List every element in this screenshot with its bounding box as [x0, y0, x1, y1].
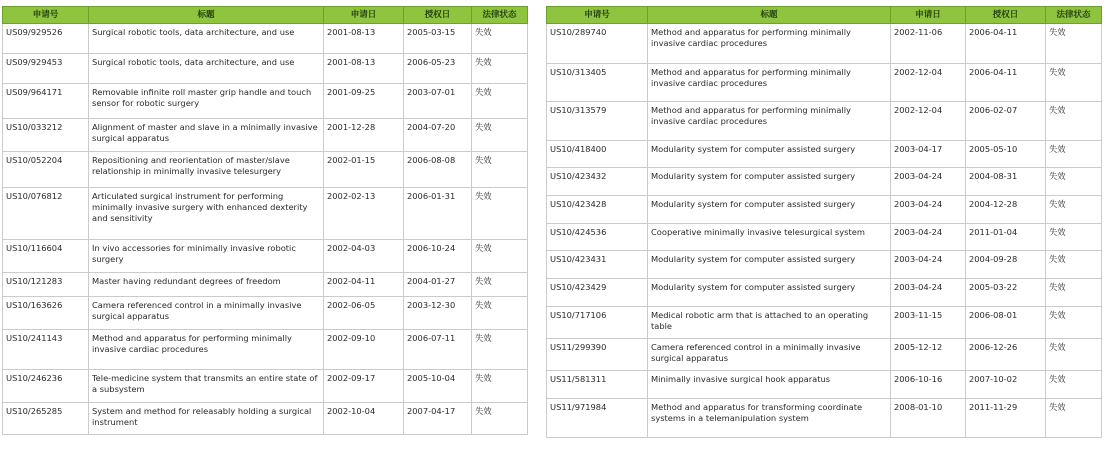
cell-legal-status: 失效 — [472, 84, 528, 119]
cell-app-no: US11/299390 — [547, 339, 648, 371]
cell-app-no: US10/313405 — [547, 64, 648, 102]
cell-filing-date: 2002-01-15 — [324, 152, 404, 188]
header-grant-date: 授权日 — [966, 7, 1046, 24]
cell-legal-status: 失效 — [472, 403, 528, 435]
cell-legal-status: 失效 — [472, 188, 528, 240]
cell-filing-date: 2002-04-11 — [324, 273, 404, 297]
cell-app-no: US09/929526 — [3, 24, 89, 54]
table-row — [547, 196, 1102, 224]
cell-filing-date: 2002-06-05 — [324, 297, 404, 330]
table-row — [547, 279, 1102, 307]
cell-legal-status: 失效 — [1046, 399, 1102, 438]
cell-legal-status: 失效 — [472, 370, 528, 403]
cell-title: Tele-medicine system that transmits an entire state of a subsystem — [89, 370, 324, 403]
cell-grant-date: 2003-12-30 — [404, 297, 472, 330]
cell-filing-date: 2003-04-24 — [891, 224, 966, 251]
cell-filing-date: 2002-12-04 — [891, 64, 966, 102]
cell-filing-date: 2002-09-10 — [324, 330, 404, 370]
cell-title: Removable infinite roll master grip handle and touch sensor for robotic surgery — [89, 84, 324, 119]
cell-app-no: US10/423432 — [547, 168, 648, 196]
header-title: 标题 — [648, 7, 891, 24]
table-header-row — [547, 7, 1102, 24]
table-row — [3, 24, 528, 54]
cell-app-no: US10/424536 — [547, 224, 648, 251]
table-row — [3, 330, 528, 370]
cell-grant-date: 2004-12-28 — [966, 196, 1046, 224]
cell-legal-status: 失效 — [472, 24, 528, 54]
cell-title: Repositioning and reorientation of master/slave relationship in minimally invasive telesurgery — [89, 152, 324, 188]
cell-legal-status: 失效 — [1046, 307, 1102, 339]
cell-filing-date: 2001-09-25 — [324, 84, 404, 119]
cell-filing-date: 2005-12-12 — [891, 339, 966, 371]
cell-legal-status: 失效 — [472, 152, 528, 188]
cell-grant-date: 2006-01-31 — [404, 188, 472, 240]
cell-app-no: US09/964171 — [3, 84, 89, 119]
cell-app-no: US10/241143 — [3, 330, 89, 370]
cell-filing-date: 2001-12-28 — [324, 119, 404, 152]
table-row — [3, 152, 528, 188]
cell-filing-date: 2003-04-17 — [891, 141, 966, 168]
table-row — [3, 240, 528, 273]
cell-grant-date: 2011-11-29 — [966, 399, 1046, 438]
cell-title: Modularity system for computer assisted surgery — [648, 141, 891, 168]
cell-title: Master having redundant degrees of freedom — [89, 273, 324, 297]
table-row — [547, 102, 1102, 141]
cell-grant-date: 2006-05-23 — [404, 54, 472, 84]
cell-app-no: US10/289740 — [547, 24, 648, 64]
table-row — [547, 399, 1102, 438]
cell-app-no: US10/313579 — [547, 102, 648, 141]
header-app-no: 申请号 — [3, 7, 89, 24]
cell-title: Method and apparatus for performing minimally invasive cardiac procedures — [648, 24, 891, 64]
cell-filing-date: 2002-02-13 — [324, 188, 404, 240]
cell-legal-status: 失效 — [1046, 141, 1102, 168]
cell-app-no: US10/423428 — [547, 196, 648, 224]
table-row — [547, 168, 1102, 196]
cell-filing-date: 2001-08-13 — [324, 24, 404, 54]
cell-grant-date: 2007-04-17 — [404, 403, 472, 435]
cell-filing-date: 2003-04-24 — [891, 168, 966, 196]
cell-legal-status: 失效 — [472, 297, 528, 330]
cell-grant-date: 2006-10-24 — [404, 240, 472, 273]
cell-app-no: US10/033212 — [3, 119, 89, 152]
cell-filing-date: 2002-04-03 — [324, 240, 404, 273]
cell-app-no: US10/052204 — [3, 152, 89, 188]
table-row — [3, 297, 528, 330]
cell-title: Cooperative minimally invasive telesurgical system — [648, 224, 891, 251]
cell-title: Medical robotic arm that is attached to an operating table — [648, 307, 891, 339]
cell-app-no: US10/265285 — [3, 403, 89, 435]
cell-filing-date: 2002-10-04 — [324, 403, 404, 435]
cell-legal-status: 失效 — [1046, 371, 1102, 399]
header-filing-date: 申请日 — [324, 7, 404, 24]
cell-title: Modularity system for computer assisted surgery — [648, 251, 891, 279]
cell-legal-status: 失效 — [472, 119, 528, 152]
cell-app-no: US09/929453 — [3, 54, 89, 84]
cell-legal-status: 失效 — [472, 273, 528, 297]
table-row — [3, 119, 528, 152]
cell-grant-date: 2006-07-11 — [404, 330, 472, 370]
cell-filing-date: 2001-08-13 — [324, 54, 404, 84]
cell-app-no: US10/121283 — [3, 273, 89, 297]
cell-title: Camera referenced control in a minimally invasive surgical apparatus — [89, 297, 324, 330]
cell-legal-status: 失效 — [1046, 102, 1102, 141]
header-filing-date: 申请日 — [891, 7, 966, 24]
cell-filing-date: 2003-04-24 — [891, 279, 966, 307]
table-row — [3, 403, 528, 435]
table-header-row — [3, 7, 528, 24]
header-app-no: 申请号 — [547, 7, 648, 24]
cell-title: Modularity system for computer assisted surgery — [648, 196, 891, 224]
table-row — [3, 370, 528, 403]
table-row — [3, 273, 528, 297]
cell-title: Method and apparatus for performing minimally invasive cardiac procedures — [648, 64, 891, 102]
cell-legal-status: 失效 — [1046, 251, 1102, 279]
header-legal-status: 法律状态 — [472, 7, 528, 24]
cell-grant-date: 2004-08-31 — [966, 168, 1046, 196]
cell-grant-date: 2006-08-01 — [966, 307, 1046, 339]
cell-filing-date: 2002-09-17 — [324, 370, 404, 403]
table-row — [547, 224, 1102, 251]
cell-legal-status: 失效 — [472, 240, 528, 273]
cell-filing-date: 2003-04-24 — [891, 196, 966, 224]
cell-title: Camera referenced control in a minimally invasive surgical apparatus — [648, 339, 891, 371]
cell-legal-status: 失效 — [1046, 339, 1102, 371]
cell-filing-date: 2003-11-15 — [891, 307, 966, 339]
cell-app-no: US10/163626 — [3, 297, 89, 330]
cell-title: Alignment of master and slave in a minimally invasive surgical apparatus — [89, 119, 324, 152]
cell-app-no: US11/971984 — [547, 399, 648, 438]
cell-app-no: US10/423429 — [547, 279, 648, 307]
cell-grant-date: 2005-10-04 — [404, 370, 472, 403]
table-row — [547, 141, 1102, 168]
cell-grant-date: 2006-02-07 — [966, 102, 1046, 141]
cell-filing-date: 2002-11-06 — [891, 24, 966, 64]
cell-title: Minimally invasive surgical hook apparatus — [648, 371, 891, 399]
cell-legal-status: 失效 — [472, 54, 528, 84]
header-grant-date: 授权日 — [404, 7, 472, 24]
cell-legal-status: 失效 — [1046, 196, 1102, 224]
cell-app-no: US10/423431 — [547, 251, 648, 279]
cell-grant-date: 2006-08-08 — [404, 152, 472, 188]
patent-table-left — [2, 6, 528, 435]
cell-grant-date: 2005-03-15 — [404, 24, 472, 54]
cell-grant-date: 2003-07-01 — [404, 84, 472, 119]
cell-app-no: US10/116604 — [3, 240, 89, 273]
cell-title: Articulated surgical instrument for performing minimally invasive surgery with enhanced dexterity and sensitivity — [89, 188, 324, 240]
cell-app-no: US10/717106 — [547, 307, 648, 339]
header-legal-status: 法律状态 — [1046, 7, 1102, 24]
cell-filing-date: 2008-01-10 — [891, 399, 966, 438]
cell-grant-date: 2006-04-11 — [966, 24, 1046, 64]
cell-title: Method and apparatus for transforming coordinate systems in a telemanipulation system — [648, 399, 891, 438]
cell-app-no: US11/581311 — [547, 371, 648, 399]
cell-filing-date: 2003-04-24 — [891, 251, 966, 279]
cell-title: Surgical robotic tools, data architecture, and use — [89, 24, 324, 54]
cell-title: Method and apparatus for performing minimally invasive cardiac procedures — [89, 330, 324, 370]
cell-grant-date: 2005-03-22 — [966, 279, 1046, 307]
cell-title: Surgical robotic tools, data architecture, and use — [89, 54, 324, 84]
table-row — [3, 84, 528, 119]
cell-legal-status: 失效 — [1046, 224, 1102, 251]
cell-legal-status: 失效 — [1046, 24, 1102, 64]
cell-grant-date: 2004-01-27 — [404, 273, 472, 297]
cell-title: Method and apparatus for performing minimally invasive cardiac procedures — [648, 102, 891, 141]
table-row — [3, 54, 528, 84]
table-row — [547, 251, 1102, 279]
cell-filing-date: 2002-12-04 — [891, 102, 966, 141]
cell-title: In vivo accessories for minimally invasive robotic surgery — [89, 240, 324, 273]
cell-legal-status: 失效 — [472, 330, 528, 370]
cell-app-no: US10/418400 — [547, 141, 648, 168]
cell-title: System and method for releasably holding a surgical instrument — [89, 403, 324, 435]
table-row — [547, 307, 1102, 339]
cell-legal-status: 失效 — [1046, 168, 1102, 196]
cell-grant-date: 2005-05-10 — [966, 141, 1046, 168]
patent-table-right — [546, 6, 1102, 438]
cell-grant-date: 2004-07-20 — [404, 119, 472, 152]
cell-grant-date: 2011-01-04 — [966, 224, 1046, 251]
table-row — [547, 64, 1102, 102]
cell-title: Modularity system for computer assisted surgery — [648, 279, 891, 307]
cell-grant-date: 2006-04-11 — [966, 64, 1046, 102]
cell-app-no: US10/246236 — [3, 370, 89, 403]
cell-grant-date: 2006-12-26 — [966, 339, 1046, 371]
table-row — [3, 188, 528, 240]
cell-legal-status: 失效 — [1046, 64, 1102, 102]
table-row — [547, 339, 1102, 371]
cell-title: Modularity system for computer assisted surgery — [648, 168, 891, 196]
cell-app-no: US10/076812 — [3, 188, 89, 240]
cell-filing-date: 2006-10-16 — [891, 371, 966, 399]
cell-legal-status: 失效 — [1046, 279, 1102, 307]
table-row — [547, 24, 1102, 64]
cell-grant-date: 2004-09-28 — [966, 251, 1046, 279]
table-row — [547, 371, 1102, 399]
header-title: 标题 — [89, 7, 324, 24]
cell-grant-date: 2007-10-02 — [966, 371, 1046, 399]
